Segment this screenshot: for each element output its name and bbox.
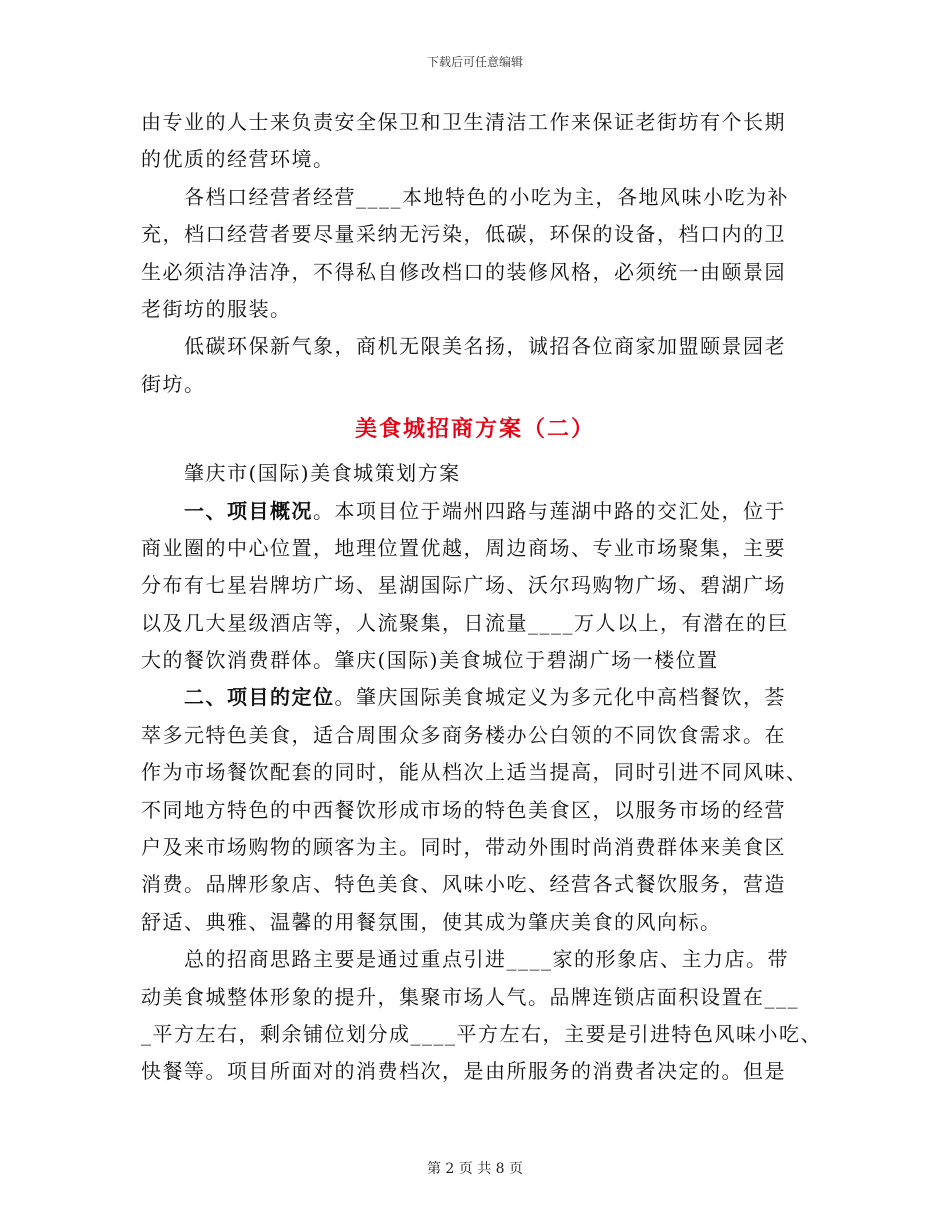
text-line: 商业圈的中心位置，地理位置优越，周边商场、专业市场聚集，主要: [141, 535, 786, 560]
text-line: 舒适、典雅、温馨的用餐氛围，使其成为肇庆美食的风向标。: [141, 909, 722, 934]
text-line: _平方左右，剩余铺位划分成____平方左右，主要是引进特色风味小吃、: [141, 1021, 822, 1046]
document-body: [141, 104, 822, 1091]
page-header: 下载后可任意编辑: [426, 55, 523, 69]
text-line: 由专业的人士来负责安全保卫和卫生清洁工作来保证老街坊有个长期: [141, 110, 786, 134]
text-line: 充，档口经营者要尽量采纳无污染，低碳，环保的设备，档口内的卫: [141, 222, 786, 247]
text-line: 户及来市场购物的顾客为主。同时，带动外围时尚消费群体来美食区: [141, 835, 786, 860]
text-line: 街坊。: [141, 371, 206, 396]
text-line: 动美食城整体形象的提升，集聚市场人气。品牌连锁店面积设置在___: [141, 984, 799, 1009]
subtitle-line: 肇庆市(国际)美食城策划方案: [141, 461, 461, 486]
text-line: 总的招商思路主要是通过重点引进____家的形象店、主力店。带: [141, 947, 789, 972]
text-line: 大的餐饮消费群体。肇庆(国际)美食城位于碧湖广场一楼位置: [141, 648, 719, 673]
section1-first-line-rest: 。本项目位于端州四路与莲湖中路的交汇处，位于: [313, 498, 786, 523]
text-line: 快餐等。项目所面对的消费档次，是由所服务的消费者决定的。但是: [141, 1059, 786, 1084]
section2-heading: 二、项目的定位: [184, 685, 335, 710]
text-line: 生必须洁净洁净，不得私自修改档口的装修风格，必须统一由颐景园: [141, 259, 786, 284]
text-line: 分布有七星岩牌坊广场、星湖国际广场、沃尔玛购物广场、碧湖广场: [141, 573, 786, 598]
text-line: 的优质的经营环境。: [141, 147, 335, 172]
section1-first-line: [141, 493, 809, 530]
text-line: 萃多元特色美食，适合周围众多商务楼办公白领的不同饮食需求。在: [141, 722, 786, 747]
section1-heading: 一、项目概况: [184, 498, 313, 523]
text-line: 低碳环保新气象，商机无限美名扬，诚招各位商家加盟颐景园老: [141, 334, 786, 359]
section-title: 美食城招商方案（二）: [354, 416, 595, 443]
page-number-footer: 第 2 页 共 8 页: [426, 1161, 524, 1177]
section2-first-line: [141, 679, 809, 716]
section2-first-line-rest: 。肇庆国际美食城定义为多元化中高档餐饮，荟: [334, 685, 786, 710]
text-line: 老街坊的服装。: [141, 296, 292, 321]
text-line: 不同地方特色的中西餐饮形成市场的特色美食区，以服务市场的经营: [141, 797, 786, 822]
text-line: 作为市场餐饮配套的同时，能从档次上适当提高，同时引进不同风味、: [141, 760, 808, 785]
text-line: 以及几大星级酒店等，人流聚集，日流量____万人以上，有潜在的巨: [141, 610, 789, 635]
text-line: 各档口经营者经营____本地特色的小吃为主，各地风味小吃为补: [141, 184, 789, 209]
text-line: 消费。品牌形象店、特色美食、风味小吃、经营各式餐饮服务，营造: [141, 872, 786, 897]
